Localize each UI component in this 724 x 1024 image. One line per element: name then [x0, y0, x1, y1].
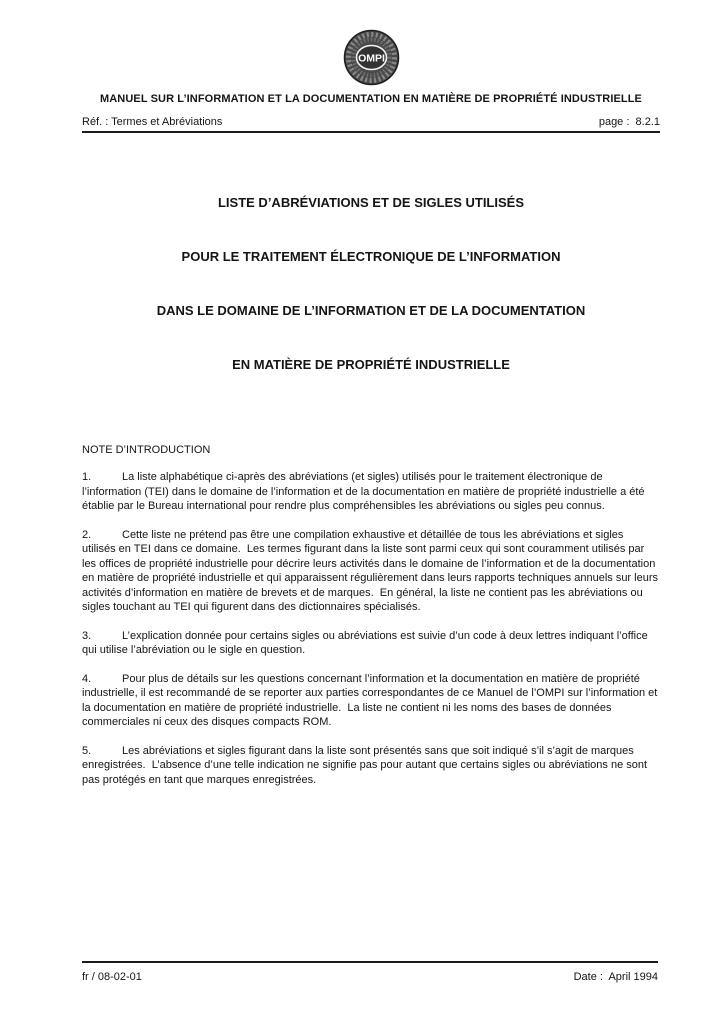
paragraph-4-text: Pour plus de détails sur les questions concernant l’information et la documentation en matière de propriété industrielle, il est recommandé de se reporter aux parties correspondantes de ce Manuel de l’OMPI sur l’information et la documentation en matière de propriété industrielle. La liste ne contient ni les noms des bases de données commerciales ni ceux des disques compacts ROM. [82, 672, 661, 728]
paragraph-2-text: Cette liste ne prétend pas être une compilation exhaustive et détaillée de tous les abréviations et sigles utilisés en TEI dans ce domaine. Les termes figurant dans la liste sont parmi ceux qui sont couramment utilisés par les offices de propriété industrielle pour décrire leurs activités dans le domaine de l’information et de la documentation en matière de propriété industrielle et qui apparaissent régulièrement dans leurs rapports techniques annuels sur leurs activités d’information en matière de brevets et de marques. En général, la liste ne contient pas les abréviations ou sigles touchant au TEI qui figurent dans des dictionnaires spécialisés. [82, 528, 662, 613]
paragraph-5-number: 5. [82, 744, 92, 757]
paragraph-3 [82, 629, 660, 658]
page-content [82, 0, 660, 787]
document-title-line-2: POUR LE TRAITEMENT ÉLECTRONIQUE DE L’INFORMATION [181, 249, 561, 264]
reference-label: Réf. : Termes et Abréviations [82, 116, 223, 128]
document-title-line-1: LISTE D’ABRÉVIATIONS ET DE SIGLES UTILISÉS [217, 195, 524, 210]
paragraph-4 [82, 672, 660, 730]
manual-title: MANUEL SUR L’INFORMATION ET LA DOCUMENTATION EN MATIÈRE DE PROPRIÉTÉ INDUSTRIELLE [99, 93, 642, 105]
document-title-line-4: EN MATIÈRE DE PROPRIÉTÉ INDUSTRIELLE [232, 357, 510, 372]
paragraph-2 [82, 528, 660, 615]
reference-row [82, 116, 660, 128]
paragraph-5 [82, 744, 660, 788]
header-rule [82, 131, 660, 133]
paragraph-3-number: 3. [82, 629, 92, 642]
paragraph-4-number: 4. [82, 672, 92, 685]
document-title [82, 158, 660, 410]
paragraph-1 [82, 470, 660, 514]
note-introduction-heading: NOTE D’INTRODUCTION [82, 444, 211, 456]
paragraph-3-text: L’explication donnée pour certains sigles ou abréviations est suivie d’un code à deux lettres indiquant l’office qui utilise l’abréviation ou le sigle en question. [82, 629, 651, 656]
paragraph-1-number: 1. [82, 471, 92, 483]
paragraph-5-text: Les abréviations et sigles figurant dans la liste sont présentés sans que soit indiqué s’il s’agit de marques enregistrées. L’absence d’une telle indication ne signifie pas pour autant que certains sigles ou abréviations ne sont pas protégés en tant que marques enregistrées. [82, 744, 651, 786]
footer [82, 961, 658, 983]
paragraph-2-number: 2. [82, 528, 92, 541]
paragraph-1-text: La liste alphabétique ci-après des abréviations (et sigles) utilisés pour le traitement électronique de l’information (TEI) dans le domaine de l’information et de la documentation en matière de propriété industrielle a été établie par le Bureau international pour rendre plus compréhensibles les abréviations ou sigles peu connus. [82, 471, 648, 512]
logo-container [82, 0, 660, 86]
ompi-logo [343, 29, 400, 86]
footer-date: Date : April 1994 [573, 971, 658, 983]
page-number-label: page : 8.2.1 [598, 116, 660, 128]
document-title-line-3: DANS LE DOMAINE DE L’INFORMATION ET DE LA DOCUMENTATION [156, 303, 586, 318]
footer-document-code: fr / 08-02-01 [82, 971, 142, 983]
ompi-logo-text: OMPI [357, 52, 385, 65]
